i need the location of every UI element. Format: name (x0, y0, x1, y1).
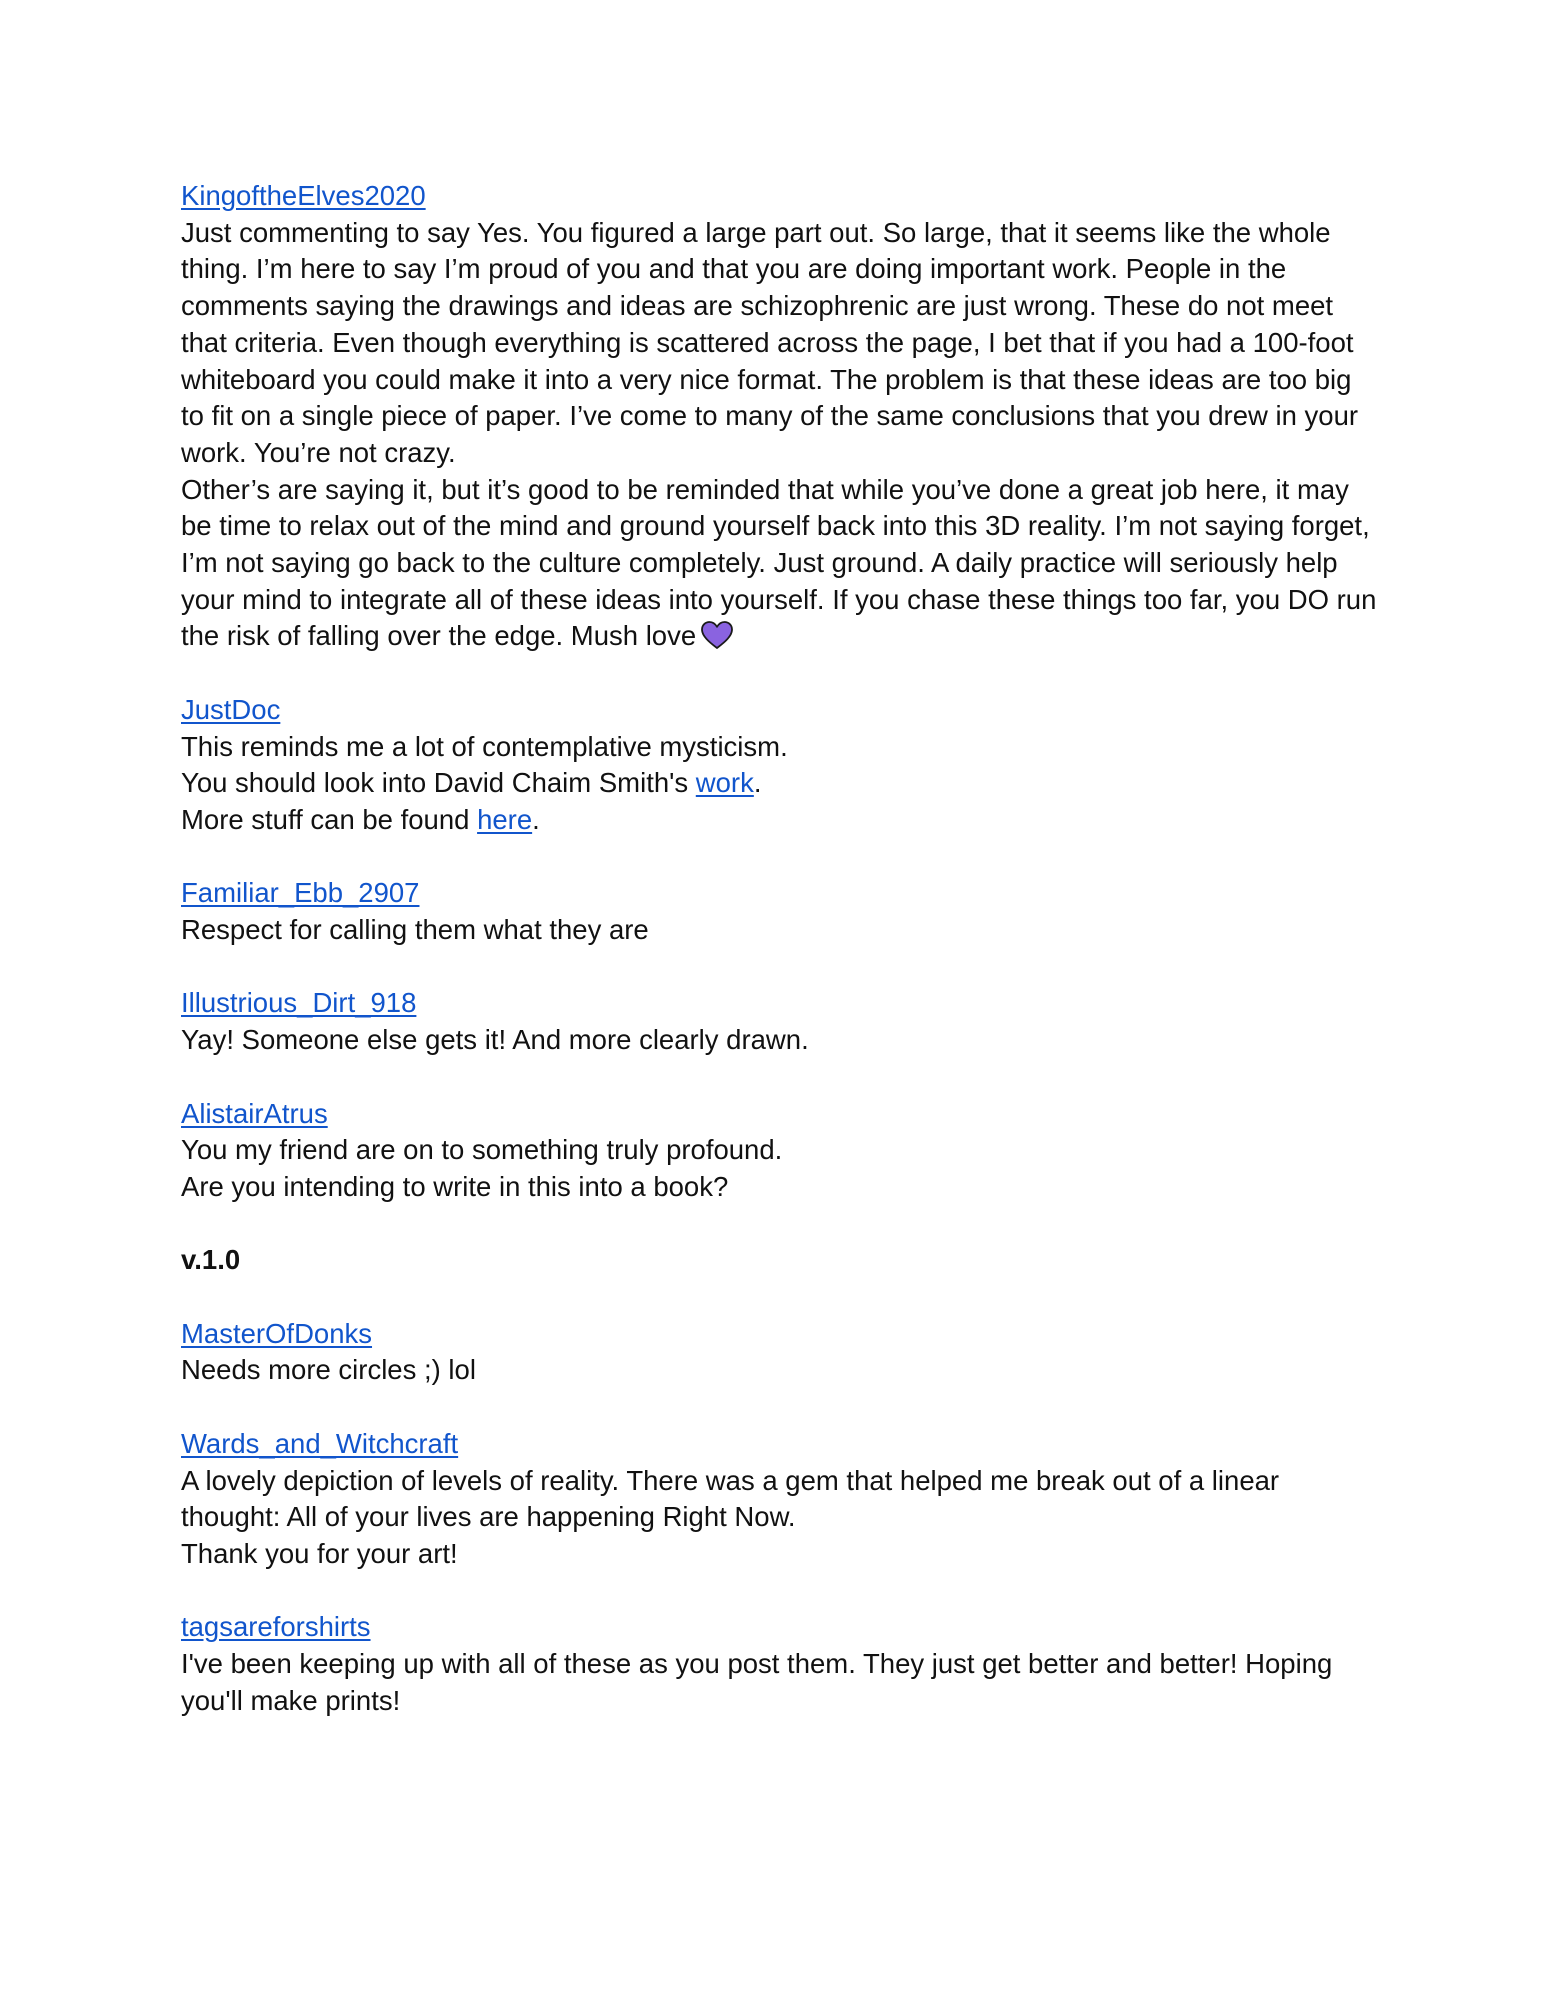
comment-text-part: . (753, 767, 762, 799)
comment-text: Yay! Someone else gets it! And more clearly drawn. (181, 1024, 809, 1056)
comment (181, 1609, 1381, 1719)
comment-author-link[interactable]: Illustrious_Dirt_918 (181, 987, 417, 1019)
comment-text (181, 802, 1381, 839)
purple-heart-icon (700, 620, 734, 650)
comment-author-link[interactable]: Wards_and_Witchcraft (181, 1427, 459, 1459)
comment (181, 1096, 1381, 1206)
comment-text: You my friend are on to something truly profound. (181, 1134, 783, 1166)
comment (181, 875, 1381, 948)
comment-text: A lovely depiction of levels of reality. There was a gem that helped me break out of a linear thought: All of your lives are happening Right Now. (181, 1464, 1280, 1533)
comment-text: Needs more circles ;) lol (181, 1354, 476, 1386)
comment (181, 1316, 1381, 1389)
document-page (181, 178, 1381, 1756)
comment-author-link[interactable]: Familiar_Ebb_2907 (181, 877, 420, 909)
comment-text-part: More stuff can be found (181, 803, 478, 835)
comment-text-part: Other’s are saying it, but it’s good to be reminded that while you’ve done a great job here, it may be time to relax out of the mind and ground yourself back into this 3D reality. I’m not saying forget, I’m not saying go back to the culture completely. Just ground. A daily practice will seriously help your mind to integrate all of these ideas into yourself. If you chase these things too far, you DO run the risk of falling over the edge. Mush love (181, 473, 1377, 652)
comment-text: Are you intending to write in this into a book? (181, 1170, 729, 1202)
comment-author-link[interactable]: JustDoc (181, 693, 281, 725)
comment-text-part: You should look into David Chaim Smith's (181, 767, 696, 799)
comment-text-part: . (532, 803, 540, 835)
comment (181, 1426, 1381, 1573)
comment-text: Thank you for your art! (181, 1537, 458, 1569)
comment-text (181, 765, 1381, 802)
comment-text: Just commenting to say Yes. You figured a large part out. So large, that it seems like the whole thing. I’m here to say I’m proud of you and that you are doing important work. People in the comments saying the drawings and ideas are schizophrenic are just wrong. These do not meet that criteria. Even though everything is scattered across the page, I bet that if you had a 100-foot whiteboard you could make it into a very nice format. The problem is that these ideas are too big to fit on a single piece of paper. I’ve come to many of the same conclusions that you drew in your work. You’re not crazy. (181, 216, 1359, 468)
comment-author-link[interactable]: tagsareforshirts (181, 1611, 371, 1643)
comment-text: I've been keeping up with all of these as you post them. They just get better and better! Hoping you'll make prints! (181, 1648, 1333, 1716)
comment-author-link[interactable]: MasterOfDonks (181, 1317, 373, 1349)
comment (181, 985, 1381, 1058)
comment (181, 178, 1381, 655)
comment-author-link[interactable]: AlistairAtrus (181, 1097, 328, 1129)
comment-text: Respect for calling them what they are (181, 914, 649, 946)
here-link[interactable]: here (477, 803, 533, 835)
comment-text: This reminds me a lot of contemplative mysticism. (181, 730, 788, 762)
comment-author-link[interactable]: KingoftheElves2020 (181, 180, 426, 211)
comment (181, 692, 1381, 839)
work-link[interactable]: work (695, 767, 754, 799)
version-heading: v.1.0 (181, 1244, 241, 1276)
comment-text (181, 472, 1381, 656)
